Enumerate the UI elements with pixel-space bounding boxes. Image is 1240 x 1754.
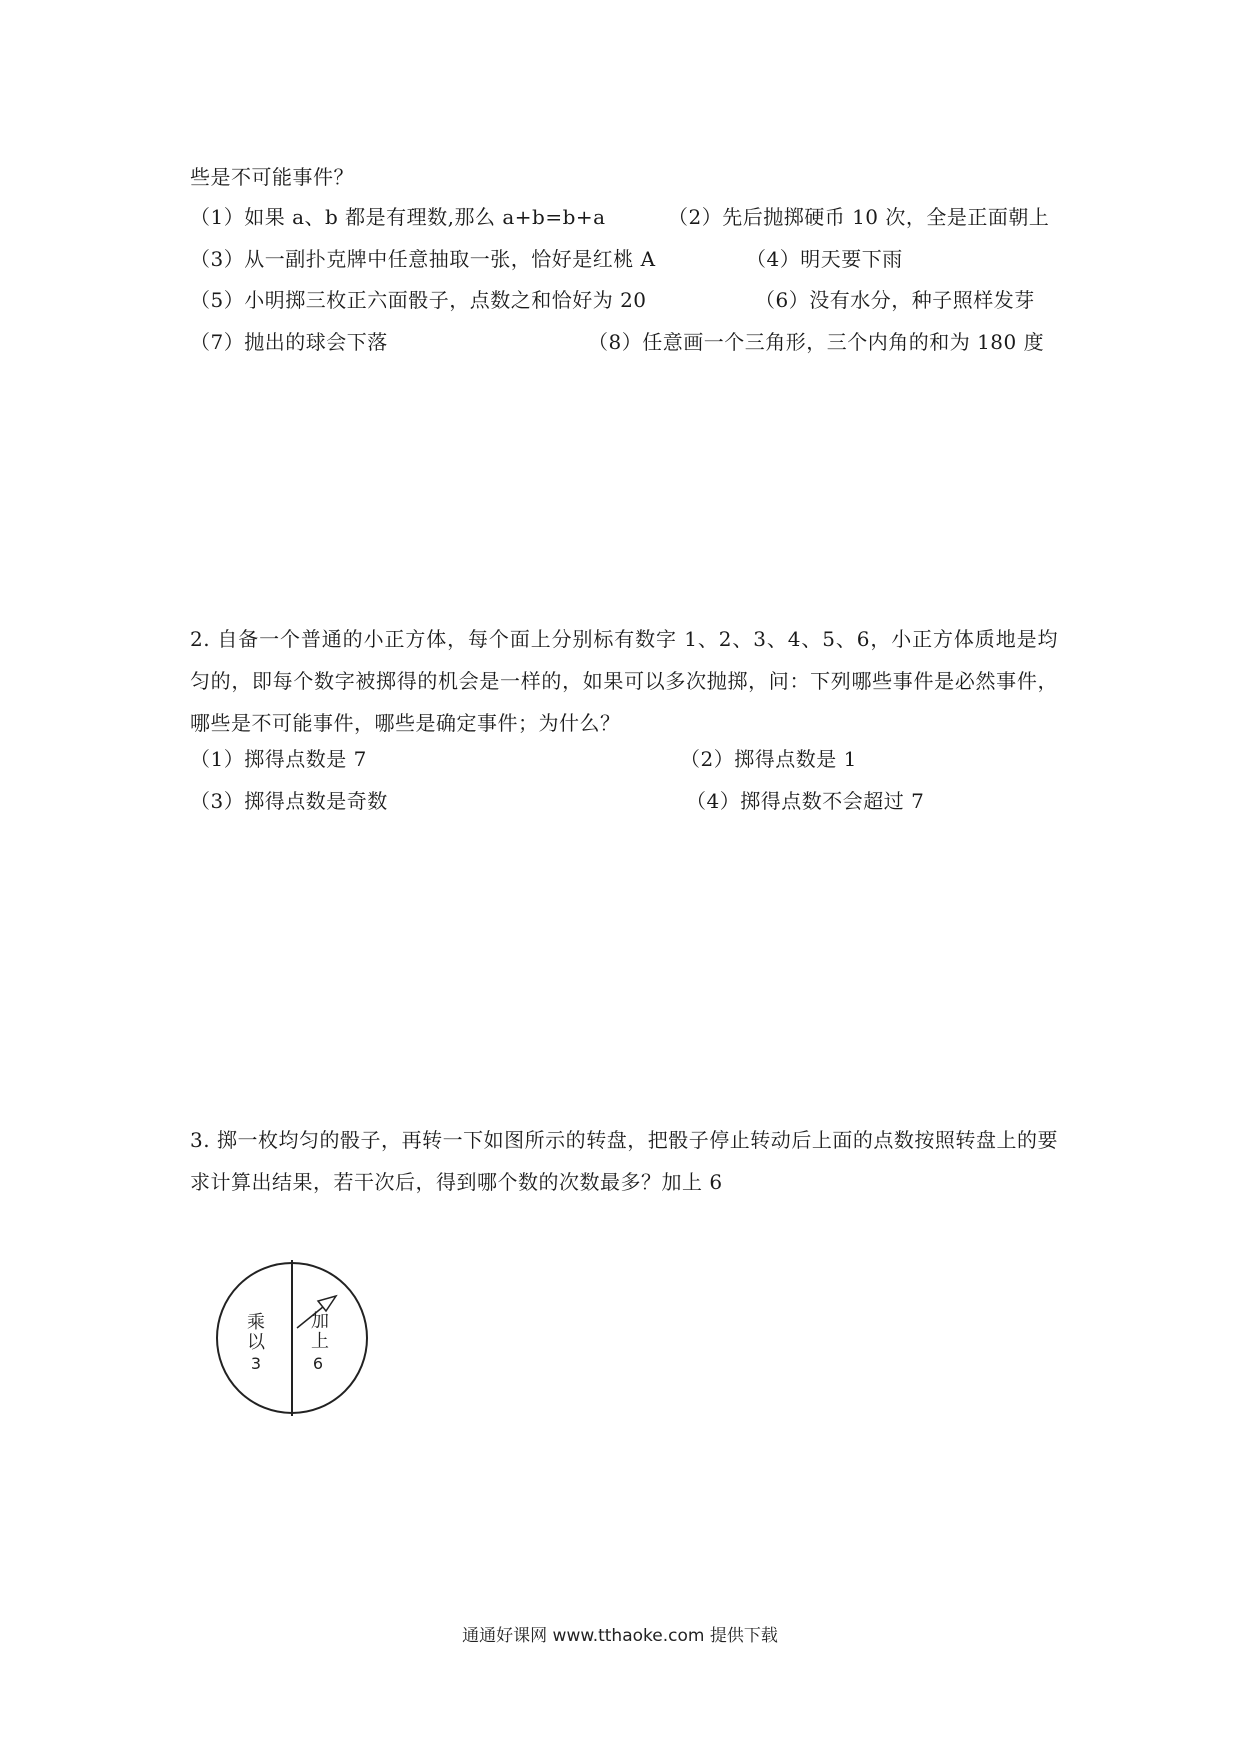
section1-item-6: （6）没有水分，种子照样发芽: [755, 288, 1035, 312]
spinner-left-label-2: 以: [247, 1332, 265, 1353]
section1-item-5: （5）小明掷三枚正六面骰子，点数之和恰好为 20: [190, 288, 647, 312]
spinner-right-value: 6: [312, 1354, 324, 1373]
section1-item-2: （2）先后抛掷硬币 10 次，全是正面朝上: [668, 205, 1050, 229]
spinner-diagram: [210, 1256, 380, 1430]
spinner-left-label-1: 乘: [247, 1312, 265, 1333]
section2-item-2: （2）掷得点数是 1: [680, 747, 857, 771]
spinner-right-label-2: 上: [311, 1331, 329, 1352]
spinner-left-value: 3: [250, 1354, 262, 1373]
spinner-right-label-1: 加: [311, 1311, 329, 1332]
section1-item-4: （4）明天要下雨: [746, 247, 903, 271]
page-footer: 通通好课网 www.tthaoke.com 提供下载: [462, 1626, 778, 1646]
section1-intro: 些是不可能事件？: [190, 165, 354, 189]
section1-item-7: （7）抛出的球会下落: [190, 330, 388, 354]
section2-item-3: （3）掷得点数是奇数: [190, 789, 388, 813]
section2-question: 2. 自备一个普通的小正方体，每个面上分别标有数字 1、2、3、4、5、6，小正方体质地是均匀的，即每个数字被掷得的机会是一样的，如果可以多次抛掷，问：下列哪些事件是必然事件，哪些是不可能事件，哪些是确定事件；为什么？: [190, 627, 1058, 735]
section1-item-3: （3）从一副扑克牌中任意抽取一张，恰好是红桃 A: [190, 247, 656, 271]
section2-item-4: （4）掷得点数不会超过 7: [686, 789, 925, 813]
section1-item-1: （1）如果 a、b 都是有理数,那么 a+b=b+a: [190, 205, 606, 229]
section3-question: 3. 掷一枚均匀的骰子，再转一下如图所示的转盘，把骰子停止转动后上面的点数按照转盘上的要求计算出结果，若干次后，得到哪个数的次数最多？加上 6: [190, 1128, 1058, 1194]
spinner-svg: [210, 1256, 380, 1426]
section1-item-8: （8）任意画一个三角形，三个内角的和为 180 度: [588, 330, 1045, 354]
section2-item-1: （1）掷得点数是 7: [190, 747, 367, 771]
